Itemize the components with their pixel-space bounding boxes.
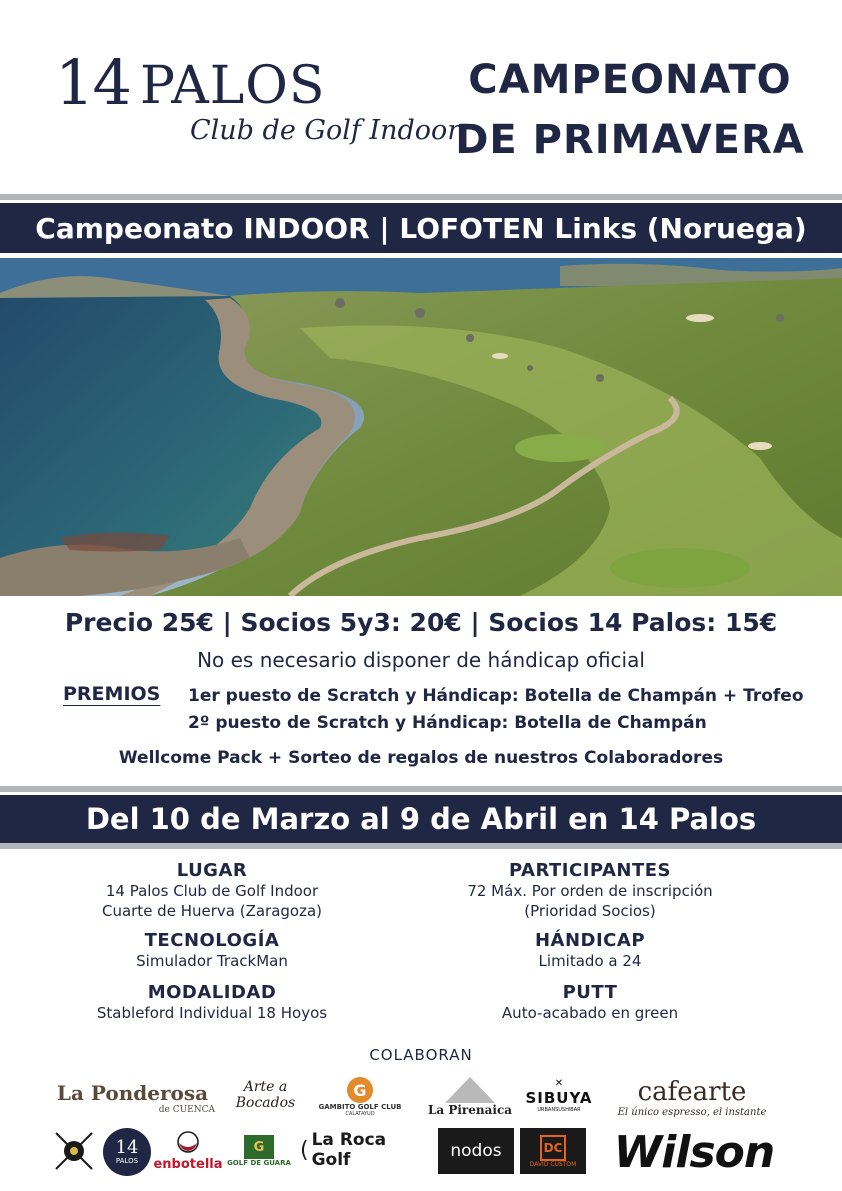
sponsor-gambito [310,1074,410,1120]
sponsor-name: GOLF DE GUARA [227,1159,291,1167]
sponsor-name: Bocados [235,1095,296,1111]
sponsor-sub: El único espresso, el instante [617,1106,767,1118]
info-text: Cuarte de Huerva (Zaragoza) [101,902,323,920]
sponsor-name: cafearte [637,1076,747,1107]
sponsor-name: Arte a [243,1079,288,1095]
info-tecnologia [42,930,382,971]
sponsor-golf-de-guara [226,1126,292,1176]
info-text: Auto-acabado en green [501,1004,679,1022]
wine-glass-icon [175,1131,201,1157]
sponsor-name: La Ponderosa [56,1081,209,1105]
price-line: Precio 25€ | Socios 5y3: 20€ | Socios 14 Palos: 15€ [64,608,778,637]
title-line-2: DE PRIMAVERA [455,117,805,163]
info-lugar [42,860,382,921]
info-participantes [420,860,760,921]
info-modalidad [42,982,382,1023]
sponsor-name: enbotella [153,1156,223,1172]
premio-first: 1er puesto de Scratch y Hándicap: Botella de Champán + Trofeo [188,686,804,706]
logo-wordmark: PALOS [140,56,326,116]
dates-band-text: Del 10 de Marzo al 9 de Abril en 14 Palos [85,802,757,836]
sponsor-sub: URBANSUSHIBAR [537,1106,581,1113]
info-text: Simulador TrackMan [136,952,288,970]
sponsor-nodos [438,1128,514,1174]
handicap-note: No es necesario disponer de hándicap oficial [197,648,645,672]
premios-label: PREMIOS [63,683,161,705]
title-line-1: CAMPEONATO [468,57,792,103]
sponsor-la-ponderosa [50,1078,215,1118]
sponsor-name: 14 [115,1137,139,1158]
sponsor-name: nodos [450,1141,502,1161]
info-handicap [420,930,760,971]
event-band [0,203,842,253]
colaboran-heading: COLABORAN [369,1046,473,1064]
sponsor-name: SIBUYA [525,1088,593,1107]
sponsor-club-crest [50,1128,98,1174]
logo-subtitle: Club de Golf Indoor [190,115,461,146]
info-title: MODALIDAD [147,982,277,1003]
sponsor-name: DAVID CUSTOM [529,1160,577,1168]
sponsor-david-custom [520,1128,586,1174]
sponsor-name: GAMBITO GOLF CLUB [318,1103,402,1111]
info-text: (Prioridad Socios) [524,902,656,920]
sponsor-wilson [596,1126,792,1178]
dates-band [0,795,842,843]
sponsor-name: Wilson [613,1126,775,1178]
info-title: HÁNDICAP [534,930,646,951]
sponsor-la-pirenaica [420,1072,520,1122]
info-title: LUGAR [176,860,248,881]
divider [0,843,842,849]
sponsor-sub: CALATAYUD [345,1111,375,1117]
info-putt [420,982,760,1023]
info-title: PUTT [562,982,618,1003]
sponsor-name: La Roca Golf [311,1130,387,1170]
logo-number: 14 [55,46,130,119]
sponsor-arte-a-bocados [228,1072,303,1118]
gambito-logo-icon: G [347,1077,373,1103]
sponsor-enbotella [155,1126,221,1176]
info-title: PARTICIPANTES [509,860,671,881]
mountain-icon [445,1077,495,1103]
sponsor-name: La Pirenaica [427,1103,513,1117]
sponsor-sibuya [525,1072,593,1118]
info-text: Limitado a 24 [538,952,642,970]
info-text: 72 Máx. Por orden de inscripción [467,882,713,900]
event-band-text: Campeonato INDOOR | LOFOTEN Links (Noruega) [35,211,807,245]
sponsor-cafearte [596,1074,788,1120]
crest-icon [52,1129,96,1173]
premio-second: 2º puesto de Scratch y Hándicap: Botella de Champán [188,713,707,733]
info-text: 14 Palos Club de Golf Indoor [105,882,319,900]
sponsor-la-roca [300,1130,428,1170]
la-roca-logo-icon: ( [300,1137,309,1163]
info-title: TECNOLOGÍA [144,930,280,951]
divider [0,786,842,792]
course-image [0,258,842,596]
info-text: Stableford Individual 18 Hoyos [96,1004,328,1022]
divider [0,194,842,200]
wellcome-pack: Wellcome Pack + Sorteo de regalos de nuestros Colaboradores [118,748,724,768]
sponsor-sub: de CUENCA [158,1105,215,1115]
guara-logo-icon: G [244,1135,274,1159]
sponsor-sub: PALOS [115,1157,139,1165]
chopsticks-icon: ✕ [554,1077,564,1089]
david-custom-logo-icon: DC [540,1135,566,1161]
sponsor-14-palos [103,1128,151,1176]
